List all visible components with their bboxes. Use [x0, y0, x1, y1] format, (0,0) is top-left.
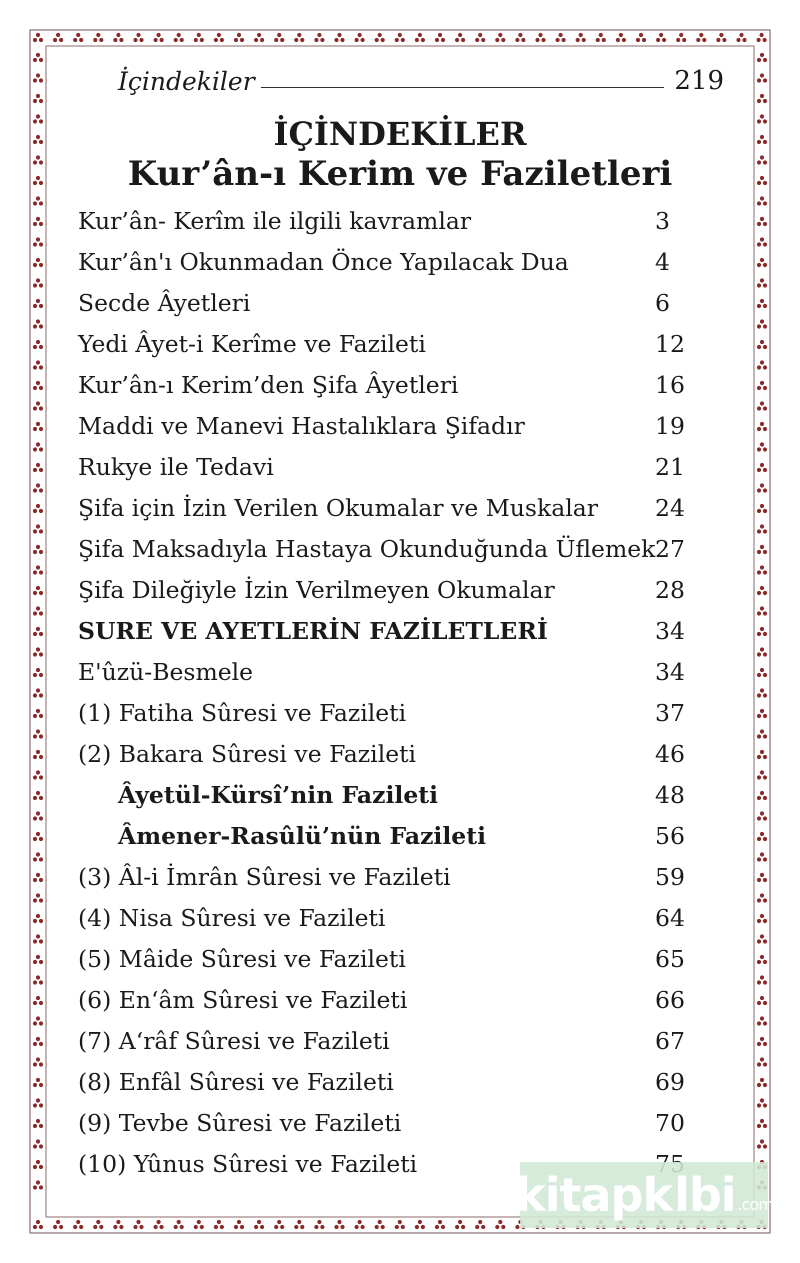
running-header-title: İçindekiler	[118, 67, 255, 96]
ornament-clover	[33, 422, 43, 431]
ornament-clover	[757, 1078, 767, 1087]
ornament-clover	[274, 33, 284, 42]
ornament-clover	[757, 463, 767, 472]
ornament-clover	[495, 33, 505, 42]
toc-entry-title: E'ûzü-Besmele	[78, 657, 254, 686]
ornament-clover	[757, 73, 767, 82]
ornament-clover	[33, 1119, 43, 1128]
ornament-clover	[33, 955, 43, 964]
ornament-clover	[154, 33, 164, 42]
ornament-clover	[435, 33, 445, 42]
toc-entry-page: 27	[655, 534, 685, 563]
ornament-clover	[757, 873, 767, 882]
ornament-clover	[757, 668, 767, 677]
toc-entry	[78, 282, 698, 323]
ornament-clover	[355, 33, 365, 42]
ornament-clover	[33, 196, 43, 205]
toc-entry-title: Şifa Dileğiyle İzin Verilmeyen Okumalar	[78, 575, 555, 604]
ornament-clover	[395, 1220, 405, 1229]
toc-entry-page: 46	[655, 739, 685, 768]
toc-entry-title: Maddi ve Manevi Hastalıklara Şifadır	[78, 411, 525, 440]
toc-entry-title: (3) Âl-i İmrân Sûresi ve Fazileti	[78, 862, 451, 891]
ornament-clover	[576, 33, 586, 42]
ornament-clover	[475, 33, 485, 42]
ornament-clover	[93, 1220, 103, 1229]
ornament-clover	[33, 1037, 43, 1046]
ornament-clover	[757, 832, 767, 841]
toc-entry-title: (4) Nisa Sûresi ve Fazileti	[78, 903, 386, 932]
ornament-clover	[757, 729, 767, 738]
ornament-clover	[757, 606, 767, 615]
ornament-clover	[33, 73, 43, 82]
ornament-clover	[495, 1220, 505, 1229]
ornament-clover	[133, 33, 143, 42]
ornament-clover	[556, 33, 566, 42]
ornament-clover	[274, 1220, 284, 1229]
ornament-clover	[33, 688, 43, 697]
ornament-clover	[757, 709, 767, 718]
ornament-clover	[133, 1220, 143, 1229]
ornament-clover	[757, 586, 767, 595]
ornament-clover	[757, 1139, 767, 1148]
ornament-clover	[757, 791, 767, 800]
ornament-clover	[33, 770, 43, 779]
ornament-clover	[757, 934, 767, 943]
ornament-clover	[696, 33, 706, 42]
toc-entry-page: 34	[655, 657, 685, 686]
toc-entry-title: (9) Tevbe Sûresi ve Fazileti	[78, 1108, 402, 1137]
ornament-clover	[757, 504, 767, 513]
page-title: İÇİNDEKİLER	[273, 115, 527, 153]
toc-entry	[78, 1102, 698, 1143]
ornament-clover	[33, 565, 43, 574]
ornament-clover	[757, 852, 767, 861]
ornament-clover	[33, 893, 43, 902]
toc-entry-title: (5) Mâide Sûresi ve Fazileti	[78, 944, 406, 973]
ornament-clover	[174, 1220, 184, 1229]
ornament-clover	[33, 524, 43, 533]
toc-entry-page: 3	[655, 206, 670, 235]
ornament-clover	[33, 668, 43, 677]
ornament-clover	[214, 33, 224, 42]
ornament-clover	[535, 33, 545, 42]
ornament-clover	[33, 791, 43, 800]
ornament-clover	[757, 483, 767, 492]
toc-entry-page: 37	[655, 698, 685, 727]
ornament-clover	[53, 33, 63, 42]
ornament-clover	[757, 688, 767, 697]
ornament-clover	[757, 750, 767, 759]
toc-entry-title: Kur’ân'ı Okunmadan Önce Yapılacak Dua	[78, 247, 569, 276]
ornament-clover	[757, 381, 767, 390]
ornament-clover	[33, 463, 43, 472]
toc-entry	[78, 897, 698, 938]
ornament-clover	[757, 258, 767, 267]
toc-entry-title: (2) Bakara Sûresi ve Fazileti	[78, 739, 417, 768]
ornament-clover	[33, 1220, 43, 1229]
toc-entry	[78, 651, 698, 692]
ornament-clover	[435, 1220, 445, 1229]
ornament-clover	[174, 33, 184, 42]
ornament-clover	[154, 1220, 164, 1229]
ornament-clover	[33, 1057, 43, 1066]
toc-entry	[78, 405, 698, 446]
page-number: 219	[674, 66, 724, 96]
toc-entry-page: 59	[655, 862, 685, 891]
ornament-clover	[33, 1078, 43, 1087]
watermark-logo	[515, 1162, 773, 1228]
ornament-clover	[33, 1180, 43, 1189]
ornament-clover	[33, 442, 43, 451]
ornament-clover	[214, 1220, 224, 1229]
ornament-clover	[334, 33, 344, 42]
page-subtitle: Kur’ân-ı Kerim ve Faziletleri	[127, 154, 673, 194]
toc-entry	[78, 1061, 698, 1102]
toc-entry-title: Âyetül-Kürsî’nin Fazileti	[118, 780, 439, 809]
ornament-clover	[757, 360, 767, 369]
toc-entry-page: 28	[655, 575, 685, 604]
ornament-clover	[355, 1220, 365, 1229]
toc-entry-page: 69	[655, 1067, 685, 1096]
ornament-clover	[757, 893, 767, 902]
ornament-clover	[395, 33, 405, 42]
ornament-clover	[53, 1220, 63, 1229]
ornament-clover	[33, 996, 43, 1005]
ornament-clover	[596, 33, 606, 42]
ornament-clover	[33, 504, 43, 513]
toc-entry	[78, 979, 698, 1020]
toc-entry	[78, 364, 698, 405]
ornament-clover	[33, 975, 43, 984]
toc-entry	[78, 569, 698, 610]
toc-entry-title: Şifa için İzin Verilen Okumalar ve Muskalar	[78, 493, 598, 522]
toc-entry-page: 70	[655, 1108, 685, 1137]
running-header-rule	[261, 87, 665, 88]
ornament-clover	[294, 33, 304, 42]
ornament-clover	[33, 94, 43, 103]
ornament-clover	[757, 975, 767, 984]
watermark-text-end: lbi	[674, 1168, 736, 1222]
ornament-clover	[33, 832, 43, 841]
toc-entry-page: 34	[655, 616, 685, 645]
toc-entry-title: Yedi Âyet-i Kerîme ve Fazileti	[78, 329, 426, 358]
toc-entry-title: Âmener-Rasûlü’nün Fazileti	[118, 821, 487, 850]
ornament-clover	[33, 381, 43, 390]
toc-entry-page: 24	[655, 493, 685, 522]
ornament-clover	[33, 1160, 43, 1169]
ornament-clover	[33, 237, 43, 246]
ornament-clover	[757, 53, 767, 62]
toc-entry-title: (6) En‘âm Sûresi ve Fazileti	[78, 985, 408, 1014]
ornament-clover	[757, 1119, 767, 1128]
table-of-contents	[78, 200, 698, 1184]
ornament-clover	[113, 1220, 123, 1229]
ornament-clover	[515, 33, 525, 42]
toc-entry	[78, 1020, 698, 1061]
ornament-clover	[757, 524, 767, 533]
ornament-clover	[757, 422, 767, 431]
toc-entry-title: (8) Enfâl Sûresi ve Fazileti	[78, 1067, 394, 1096]
ornament-clover	[33, 709, 43, 718]
watermark-text-start: kitapk	[515, 1168, 673, 1222]
ornament-clover	[757, 442, 767, 451]
toc-entry	[78, 200, 698, 241]
ornament-clover	[254, 33, 264, 42]
ornament-clover	[33, 483, 43, 492]
ornament-clover	[33, 319, 43, 328]
toc-entry-page: 19	[655, 411, 685, 440]
ornament-clover	[33, 729, 43, 738]
ornament-clover	[757, 545, 767, 554]
ornament-clover	[33, 1098, 43, 1107]
ornament-clover	[73, 1220, 83, 1229]
toc-entry-page: 21	[655, 452, 685, 481]
ornament-clover	[636, 33, 646, 42]
ornament-clover	[33, 217, 43, 226]
ornament-clover	[616, 33, 626, 42]
ornament-clover	[757, 237, 767, 246]
ornament-clover	[194, 1220, 204, 1229]
ornament-clover	[757, 1016, 767, 1025]
ornament-clover	[113, 33, 123, 42]
toc-entry	[78, 938, 698, 979]
ornament-clover	[375, 1220, 385, 1229]
ornament-clover	[33, 647, 43, 656]
watermark-suffix: .com	[737, 1194, 773, 1214]
toc-entry-title: (7) A‘râf Sûresi ve Fazileti	[78, 1026, 390, 1055]
ornament-clover	[757, 33, 767, 42]
toc-entry	[78, 774, 698, 815]
ornament-clover	[736, 33, 746, 42]
toc-entry	[78, 856, 698, 897]
ornament-clover	[33, 811, 43, 820]
ornament-clover	[415, 1220, 425, 1229]
ornament-clover	[757, 647, 767, 656]
ornament-clover	[757, 996, 767, 1005]
ornament-clover	[33, 545, 43, 554]
ornament-clover	[757, 955, 767, 964]
ornament-clover	[234, 1220, 244, 1229]
ornament-clover	[33, 33, 43, 42]
ornament-clover	[757, 278, 767, 287]
toc-entry	[78, 733, 698, 774]
ornament-clover	[757, 811, 767, 820]
ornament-clover	[415, 33, 425, 42]
ornament-clover	[33, 627, 43, 636]
toc-entry	[78, 528, 698, 569]
ornament-clover	[314, 1220, 324, 1229]
ornament-clover	[33, 934, 43, 943]
ornament-clover	[676, 33, 686, 42]
ornament-clover	[757, 217, 767, 226]
ornament-clover	[455, 1220, 465, 1229]
toc-entry	[78, 692, 698, 733]
toc-entry-title: SURE VE AYETLERİN FAZİLETLERİ	[78, 616, 548, 645]
ornament-clover	[254, 1220, 264, 1229]
toc-entry-title: Secde Âyetleri	[78, 288, 251, 317]
toc-entry-page: 65	[655, 944, 685, 973]
ornament-clover	[33, 606, 43, 615]
ornament-clover	[757, 196, 767, 205]
ornament-clover	[194, 33, 204, 42]
toc-entry-page: 12	[655, 329, 685, 358]
ornament-clover	[716, 33, 726, 42]
ornament-clover	[33, 278, 43, 287]
ornament-clover	[93, 33, 103, 42]
ornament-clover	[757, 401, 767, 410]
toc-entry-page: 66	[655, 985, 685, 1014]
toc-entry	[78, 446, 698, 487]
ornament-clover	[375, 33, 385, 42]
toc-entry	[78, 241, 698, 282]
ornament-clover	[314, 33, 324, 42]
running-header	[118, 62, 724, 96]
ornament-clover	[757, 319, 767, 328]
ornament-clover	[73, 33, 83, 42]
ornament-clover	[757, 565, 767, 574]
ornament-clover	[294, 1220, 304, 1229]
toc-entry-page: 16	[655, 370, 685, 399]
toc-entry-title: Kur’ân-ı Kerim’den Şifa Âyetleri	[78, 370, 459, 399]
ornament-clover	[33, 1016, 43, 1025]
ornament-clover	[234, 33, 244, 42]
toc-entry	[78, 487, 698, 528]
toc-entry-page: 56	[655, 821, 685, 850]
toc-entry-title: Rukye ile Tedavi	[78, 452, 274, 481]
ornament-clover	[33, 1139, 43, 1148]
toc-entry-page: 64	[655, 903, 685, 932]
toc-entry	[78, 815, 698, 856]
toc-entry	[78, 610, 698, 651]
ornament-clover	[33, 914, 43, 923]
ornament-clover	[33, 852, 43, 861]
ornament-clover	[757, 94, 767, 103]
ornament-clover	[33, 401, 43, 410]
ornament-clover	[33, 299, 43, 308]
ornament-clover	[757, 340, 767, 349]
ornament-clover	[33, 586, 43, 595]
toc-entry-page: 67	[655, 1026, 685, 1055]
toc-entry	[78, 323, 698, 364]
ornament-clover	[757, 1057, 767, 1066]
toc-entry-title: (10) Yûnus Sûresi ve Fazileti	[78, 1149, 418, 1178]
ornament-clover	[656, 33, 666, 42]
ornament-clover	[475, 1220, 485, 1229]
ornament-clover	[33, 750, 43, 759]
toc-entry-title: Kur’ân- Kerîm ile ilgili kavramlar	[78, 206, 472, 235]
toc-entry-title: Şifa Maksadıyla Hastaya Okunduğunda Üflemek	[78, 534, 656, 563]
ornament-clover	[33, 360, 43, 369]
ornament-clover	[757, 1098, 767, 1107]
ornament-clover	[33, 873, 43, 882]
ornament-clover	[757, 770, 767, 779]
toc-entry-page: 4	[655, 247, 670, 276]
toc-entry-page: 6	[655, 288, 670, 317]
toc-entry-page: 48	[655, 780, 685, 809]
ornament-clover	[757, 1037, 767, 1046]
ornament-clover	[757, 627, 767, 636]
ornament-clover	[757, 914, 767, 923]
ornament-clover	[334, 1220, 344, 1229]
ornament-clover	[33, 340, 43, 349]
ornament-clover	[33, 53, 43, 62]
ornament-clover	[455, 33, 465, 42]
ornament-clover	[33, 258, 43, 267]
toc-entry-title: (1) Fatiha Sûresi ve Fazileti	[78, 698, 407, 727]
ornament-clover	[757, 299, 767, 308]
